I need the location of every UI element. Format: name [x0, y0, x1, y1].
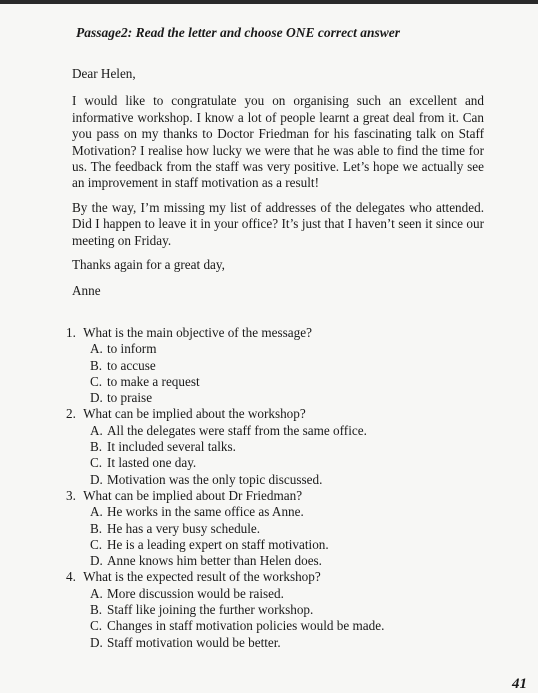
option-letter: C.: [90, 618, 103, 634]
option-letter: A.: [90, 341, 103, 357]
letter-paragraph-1: I would like to congratulate you on organising such an excellent and informative workshop. I know a lot of people learnt a great deal from it. Can you pass on my thanks to Doctor Friedman for his fascinating talk on Staff Motivation? I realise how lucky we were that he was able to find the time for us. The feedback from the staff was very positive. Let’s hope we actually see an improvement in staff motivation as a result!: [72, 93, 484, 191]
option-4a: [90, 586, 486, 602]
option-1b: [90, 358, 486, 374]
option-3d: [90, 553, 486, 569]
option-1c: [90, 374, 486, 390]
option-letter: C.: [90, 373, 103, 389]
option-letter: A.: [90, 504, 103, 520]
option-letter: A.: [90, 585, 103, 601]
option-letter: D.: [90, 634, 103, 650]
option-letter: D.: [90, 553, 103, 569]
top-border: [0, 0, 538, 4]
option-text: to accuse: [107, 357, 156, 373]
option-text: to praise: [107, 390, 153, 406]
option-letter: A.: [90, 422, 103, 438]
question-list: [66, 325, 486, 651]
question-3: [66, 488, 486, 504]
option-letter: D.: [90, 390, 103, 406]
question-1: [66, 325, 486, 341]
page-number: 41: [512, 676, 527, 692]
option-text: to make a request: [107, 373, 200, 389]
option-2d: [90, 472, 486, 488]
option-text: to inform: [107, 341, 157, 357]
question-text: What is the main objective of the message?: [83, 325, 312, 340]
passage-heading: Passage2: Read the letter and choose ONE correct answer: [76, 25, 400, 40]
option-text: Changes in staff motivation policies would be made.: [107, 618, 385, 634]
question-number: 1.: [66, 325, 76, 340]
letter-greeting: Dear Helen,: [72, 66, 136, 81]
option-text: All the delegates were staff from the same office.: [107, 422, 367, 438]
option-text: Staff like joining the further workshop.: [107, 602, 314, 618]
option-text: More discussion would be raised.: [107, 585, 284, 601]
option-1d: [90, 390, 486, 406]
letter-paragraph-2: By the way, I’m missing my list of addresses of the delegates who attended. Did I happen to leave it in your office? It’s just that I haven’t seen it since our meeting on Friday.: [72, 199, 484, 248]
option-text: He is a leading expert on staff motivation.: [107, 536, 329, 552]
option-text: Anne knows him better than Helen does.: [107, 553, 322, 569]
option-text: He has a very busy schedule.: [107, 520, 261, 536]
question-number: 2.: [66, 406, 76, 422]
option-2a: [90, 423, 486, 439]
option-2b: [90, 439, 486, 455]
option-3b: [90, 521, 486, 537]
option-letter: B.: [90, 439, 103, 455]
question-number: 4.: [66, 569, 76, 585]
question-text: What can be implied about the workshop?: [83, 406, 306, 422]
option-text: It lasted one day.: [107, 455, 197, 471]
option-letter: B.: [90, 520, 103, 536]
question-text: What is the expected result of the workshop?: [83, 569, 321, 585]
option-letter: D.: [90, 471, 103, 487]
option-3a: [90, 504, 486, 520]
option-text: It included several talks.: [107, 439, 236, 455]
option-text: He works in the same office as Anne.: [107, 504, 304, 520]
question-4: [66, 569, 486, 585]
letter: [72, 66, 484, 300]
option-4c: [90, 618, 486, 634]
option-4b: [90, 602, 486, 618]
letter-signature: Anne: [72, 283, 101, 299]
option-3c: [90, 537, 486, 553]
option-1a: [90, 341, 486, 357]
option-letter: B.: [90, 602, 103, 618]
option-4d: [90, 635, 486, 651]
letter-closing: Thanks again for a great day,: [72, 257, 225, 273]
question-number: 3.: [66, 487, 76, 503]
option-text: Staff motivation would be better.: [107, 634, 281, 650]
option-2c: [90, 455, 486, 471]
option-text: Motivation was the only topic discussed.: [107, 471, 323, 487]
option-letter: C.: [90, 455, 103, 471]
option-letter: B.: [90, 357, 103, 373]
question-text: What can be implied about Dr Friedman?: [83, 487, 303, 503]
option-letter: C.: [90, 536, 103, 552]
question-2: [66, 406, 486, 422]
